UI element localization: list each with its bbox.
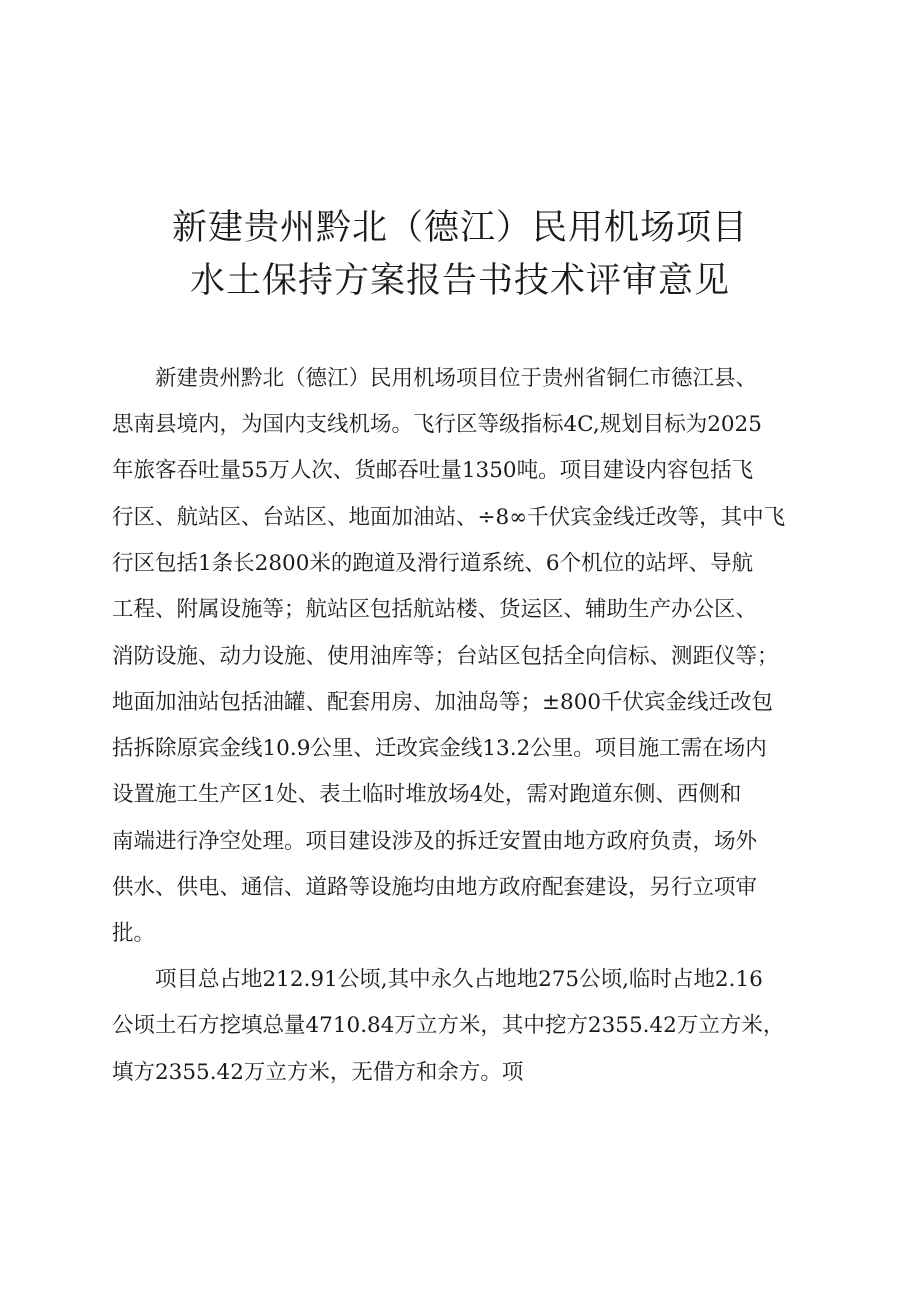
paragraph-line: 思南县境内，为国内支线机场。飞行区等级指标4C,规划目标为2025 <box>112 412 762 437</box>
document-title-line-2 <box>0 259 920 303</box>
paragraph-line: 年旅客吞吐量55万人次、货邮吞吐量1350吨。项目建设内容包括飞 <box>112 458 754 483</box>
paragraph-line: 设置施工生产区1处、表土临时堆放场4处，需对跑道东侧、西侧和 <box>112 782 742 807</box>
paragraph-line: 新建贵州黔北（德江）民用机场项目位于贵州省铜仁市德江县、 <box>155 366 758 391</box>
document-title-line-1 <box>0 206 920 250</box>
paragraph-line: 批。 <box>112 921 156 946</box>
paragraph-line: 括拆除原宾金线10.9公里、迁改宾金线13.2公里。项目施工需在场内 <box>112 736 767 761</box>
paragraph-line: 消防设施、动力设施、使用油库等；台站区包括全向信标、测距仪等； <box>112 644 779 669</box>
title-text: 水土保持方案报告书技术评审意见 <box>189 261 730 301</box>
paragraph-line: 工程、附属设施等；航站区包括航站楼、货运区、辅助生产办公区、 <box>112 597 758 622</box>
title-text: 新建贵州黔北（德江）民用机场项目 <box>171 208 748 248</box>
paragraph-line: 南端进行净空处理。项目建设涉及的拆迁安置由地方政府负责，场外 <box>112 829 758 854</box>
paragraph-line: 行区、航站区、台站区、地面加油站、÷8∞千伏宾金线迁改等，其中飞 <box>112 505 786 530</box>
paragraph-line: 填方2355.42万立方米，无借方和余方。项 <box>112 1060 524 1085</box>
paragraph-line: 供水、供电、通信、道路等设施均由地方政府配套建设，另行立项审 <box>112 875 758 900</box>
paragraph-line: 地面加油站包括油罐、配套用房、加油岛等；±800千伏宾金线迁改包 <box>112 690 774 715</box>
paragraph-line: 公顷土石方挖填总量4710.84万立方米，其中挖方2355.42万立方米， <box>112 1013 785 1038</box>
paragraph-line: 项目总占地212.91公顷,其中永久占地地275公顷,临时占地2.16 <box>155 967 763 992</box>
paragraph-line: 行区包括1条长2800米的跑道及滑行道系统、6个机位的站坪、导航 <box>112 551 754 576</box>
